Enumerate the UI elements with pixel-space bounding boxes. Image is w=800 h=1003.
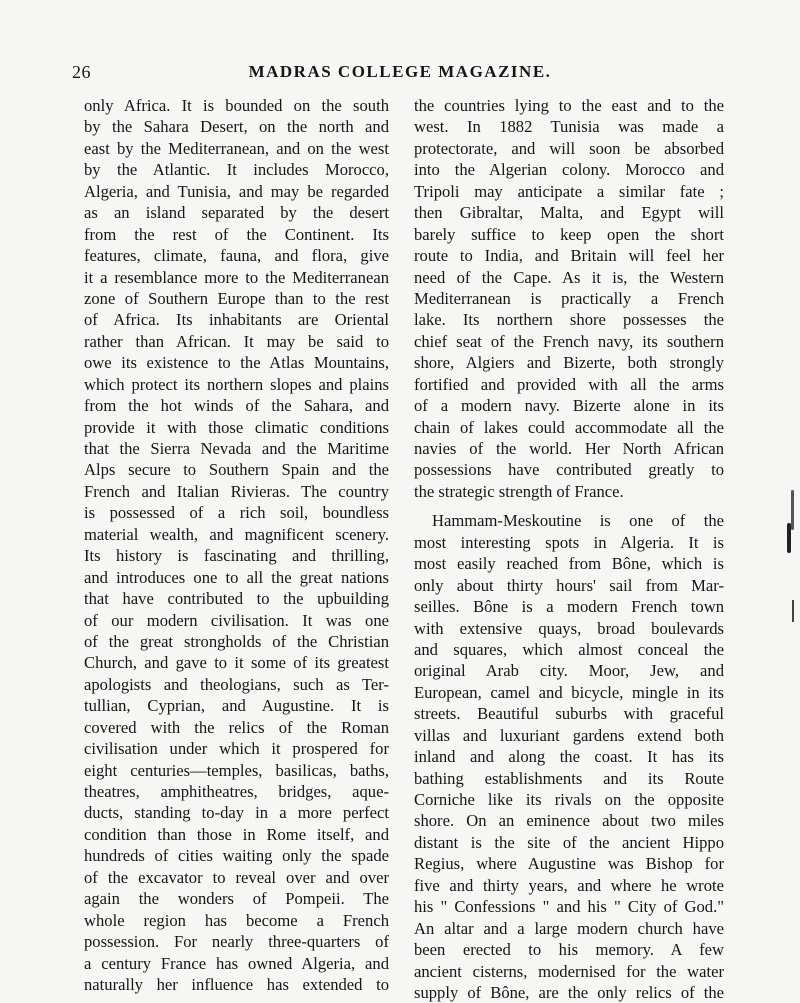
text-line: An altar and a large modern church have <box>414 918 724 938</box>
text-line: of the great strongholds of the Christian <box>84 631 389 651</box>
text-line: is possessed of a rich soil, boundless <box>84 503 389 523</box>
text-line: from the rest of the Continent. Its <box>84 224 389 244</box>
text-line: distant is the site of the ancient Hippo <box>414 832 724 852</box>
text-line: covered with the relics of the Roman <box>84 717 389 737</box>
text-line: possessions have contributed greatly to <box>414 460 724 480</box>
text-line: as an island separated by the desert <box>84 203 389 223</box>
text-line: it a resemblance more to the Mediterranean <box>84 267 389 287</box>
text-line: Alps secure to Southern Spain and the <box>84 460 389 480</box>
scan-edge-mark <box>792 600 794 622</box>
text-line: apologists and theologians, such as Ter- <box>84 674 389 694</box>
text-line: navies of the world. Her North African <box>414 439 724 458</box>
text-line: with extensive quays, broad boulevards <box>414 618 724 638</box>
text-line: barely suffice to keep open the short <box>414 224 724 244</box>
text-line: and introduces one to all the great nations <box>84 567 389 587</box>
text-line: a century France has owned Algeria, and <box>84 953 389 973</box>
text-line: features, climate, fauna, and flora, give <box>84 246 389 266</box>
text-line: his " Confessions " and his " City of God." <box>414 897 724 917</box>
paragraph-strategic <box>414 95 724 502</box>
text-line: Corniche like its rivals on the opposite <box>414 790 724 809</box>
page-number: 26 <box>72 62 91 82</box>
text-line: whole region has become a French <box>84 910 389 930</box>
text-line: ancient cisterns, modernised for the water <box>414 961 724 981</box>
text-line: Regius, where Augustine was Bishop for <box>414 854 724 874</box>
text-line: fortified and provided with all the arms <box>414 374 724 394</box>
text-line: of Africa. Its inhabitants are Oriental <box>84 310 389 330</box>
text-line: possession. For nearly three-quarters of <box>84 932 389 952</box>
left-column <box>84 95 389 995</box>
text-line: shore. On an eminence about two miles <box>414 811 724 831</box>
text-line: only about thirty hours' sail from Mar- <box>414 575 724 595</box>
text-line: villas and luxuriant gardens extend both <box>414 725 724 745</box>
text-line: French and Italian Rivieras. The country <box>84 481 389 501</box>
text-line: seilles. Bône is a modern French town <box>414 597 724 617</box>
text-line: east by the Mediterranean, and on the west <box>84 138 389 158</box>
text-line: protectorate, and will soon be absorbed <box>414 138 724 158</box>
text-line: that have contributed to the upbuilding <box>84 589 389 609</box>
text-line: five and thirty years, and where he wrote <box>414 875 724 895</box>
text-line: bathing establishments and its Route <box>414 768 724 788</box>
text-line: of a modern navy. Bizerte alone in its <box>414 396 724 416</box>
text-line: and squares, which almost conceal the <box>414 639 724 659</box>
text-line: condition than those in Rome itself, and <box>84 824 389 844</box>
text-line: by the Sahara Desert, on the north and <box>84 117 389 137</box>
text-line: theatres, amphitheatres, bridges, aque- <box>84 782 389 801</box>
text-line: the countries lying to the east and to the <box>414 96 724 115</box>
text-line: lake. Its northern shore possesses the <box>414 310 724 330</box>
running-title: MADRAS COLLEGE MAGAZINE. <box>248 62 552 81</box>
text-line: civilisation under which it prospered for <box>84 739 389 759</box>
scan-edge-mark <box>787 523 791 553</box>
text-line: rather than African. It may be said to <box>84 331 389 351</box>
text-line: European, camel and bicycle, mingle in its <box>414 682 724 702</box>
text-line: which protect its northern slopes and plains <box>84 374 389 394</box>
right-column <box>414 95 724 1003</box>
paragraph-hammam-meskoutine <box>414 510 724 1003</box>
text-line: Hammam-Meskoutine is one of the <box>432 511 724 531</box>
text-line: ducts, standing to-day in a more perfect <box>84 803 389 823</box>
text-line: Mediterranean is practically a French <box>414 288 724 308</box>
text-line: need of the Cape. As it is, the Western <box>414 267 724 287</box>
text-line: shore, Algiers and Bizerte, both strongly <box>414 353 724 373</box>
text-line: naturally her influence has extended to <box>84 974 389 994</box>
text-line: chain of lakes could accommodate all the <box>414 417 724 437</box>
text-line: provide it with those climatic conditions <box>84 417 389 437</box>
text-line: chief seat of the French navy, its southern <box>414 331 724 351</box>
text-line: most easily reached from Bône, which is <box>414 554 724 574</box>
text-line: Church, and gave to it some of its greatest <box>84 653 389 673</box>
text-line: been erected to his memory. A few <box>414 940 724 960</box>
text-line: route to India, and Britain will feel her <box>414 246 724 266</box>
text-line: original Arab city. Moor, Jew, and <box>414 661 724 681</box>
text-line: by the Atlantic. It includes Morocco, <box>84 160 389 180</box>
text-line: Algeria, and Tunisia, and may be regarded <box>84 181 389 201</box>
text-line: the strategic strength of France. <box>414 481 624 501</box>
text-line: only Africa. It is bounded on the south <box>84 96 389 115</box>
text-line: supply of Bône, are the only relics of the <box>414 982 724 1002</box>
text-line: that the Sierra Nevada and the Maritime <box>84 439 389 458</box>
text-line: tullian, Cyprian, and Augustine. It is <box>84 696 389 716</box>
text-line: owe its existence to the Atlas Mountains, <box>84 353 389 373</box>
text-line: zone of Southern Europe than to the rest <box>84 288 389 308</box>
text-line: of the excavator to reveal over and over <box>84 867 389 887</box>
text-line: hundreds of cities waiting only the spade <box>84 846 389 866</box>
scan-edge-mark <box>791 490 794 530</box>
text-line: of our modern civilisation. It was one <box>84 610 389 630</box>
text-line: streets. Beautiful suburbs with graceful <box>414 704 724 724</box>
text-line: again the wonders of Pompeii. The <box>84 889 389 909</box>
text-line: west. In 1882 Tunisia was made a <box>414 117 724 137</box>
text-line: into the Algerian colony. Morocco and <box>414 160 724 180</box>
text-line: Its history is fascinating and thrilling, <box>84 546 389 566</box>
text-line: eight centuries—temples, basilicas, baths, <box>84 760 389 780</box>
text-line: then Gibraltar, Malta, and Egypt will <box>414 203 724 223</box>
text-line: material wealth, and magnificent scenery. <box>84 524 389 544</box>
text-line: inland and along the coast. It has its <box>414 747 724 767</box>
text-line: most interesting spots in Algeria. It is <box>414 532 724 552</box>
text-line: Tripoli may anticipate a similar fate ; <box>414 181 724 201</box>
text-line: from the hot winds of the Sahara, and <box>84 396 389 416</box>
